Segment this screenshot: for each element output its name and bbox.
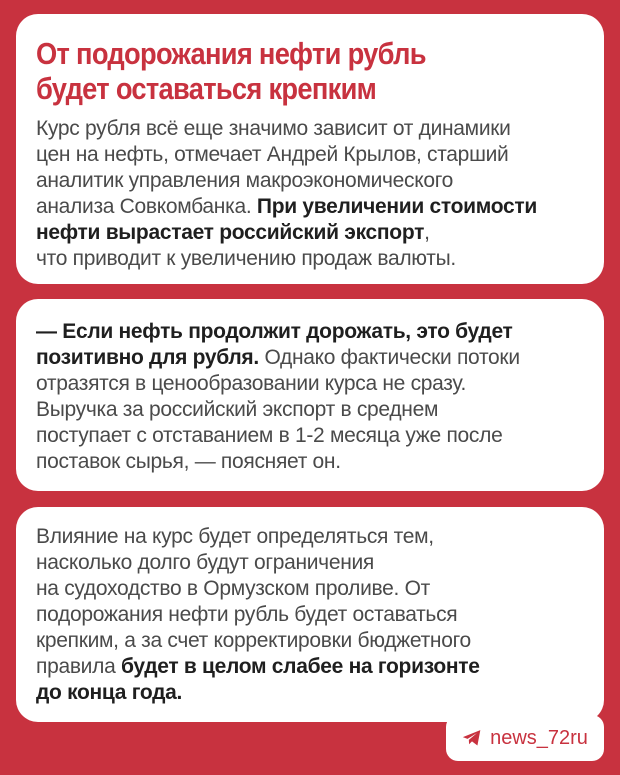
- card1-bold-2: нефти вырастает российский экспорт: [36, 221, 425, 244]
- card1-paragraph: [36, 116, 584, 272]
- channel-handle: news_72ru: [490, 726, 588, 749]
- card3-paragraph: [36, 524, 584, 706]
- card3-line-1: Влияние на курс будет определяться тем,: [36, 525, 434, 548]
- card2-paragraph: [36, 319, 584, 475]
- card3-bold-2: до конца года.: [36, 681, 183, 704]
- card1-bold-1: При увеличении стоимости: [256, 195, 537, 218]
- card1-line-4: анализа Совкомбанка.: [36, 195, 257, 218]
- card3-line-3: на судоходство в Ормузском проливе. От: [36, 577, 430, 600]
- card2-bold-1: — Если нефть продолжит дорожать, это будет: [36, 320, 513, 343]
- card2-rest-1: Однако фактически потоки: [258, 346, 520, 369]
- card3-line-4: подорожания нефти рубль будет оставаться: [36, 603, 458, 626]
- card3-line-5: крепким, а за счет корректировки бюджетного: [36, 629, 471, 652]
- headline-line-1: От подорожания нефти рубль: [36, 36, 426, 71]
- card1-line-1: Курс рубля всё еще значимо зависит от динамики: [36, 117, 511, 140]
- card1-comma: ,: [424, 221, 430, 244]
- card2-line-5: поступает с отставанием в 1-2 месяца уже после: [36, 424, 503, 447]
- channel-badge[interactable]: [446, 715, 604, 761]
- telegram-icon: [462, 729, 482, 747]
- card1-line-2: цен на нефть, отмечает Андрей Крылов, старший: [36, 143, 509, 166]
- card1-line-last: что приводит к увеличению продаж валюты.: [36, 247, 456, 270]
- card-quote: [16, 299, 604, 491]
- card3-line-2: насколько долго будут ограничения: [36, 551, 375, 574]
- card2-bold-2: позитивно для рубля.: [36, 346, 259, 369]
- card2-line-6: поставок сырья, — поясняет он.: [36, 450, 341, 473]
- card1-line-3: аналитик управления макроэкономического: [36, 169, 454, 192]
- card2-line-3: отразятся в ценообразовании курса не сразу.: [36, 372, 467, 395]
- card3-line-6-pre: правила: [36, 655, 121, 678]
- card-conclusion: [16, 507, 604, 722]
- card-headline: [16, 14, 604, 284]
- headline-line-2: будет оставаться крепким: [36, 71, 377, 106]
- card3-bold-1: будет в целом слабее на горизонте: [120, 655, 480, 678]
- headline: [36, 36, 582, 106]
- card2-line-4: Выручка за российский экспорт в среднем: [36, 398, 439, 421]
